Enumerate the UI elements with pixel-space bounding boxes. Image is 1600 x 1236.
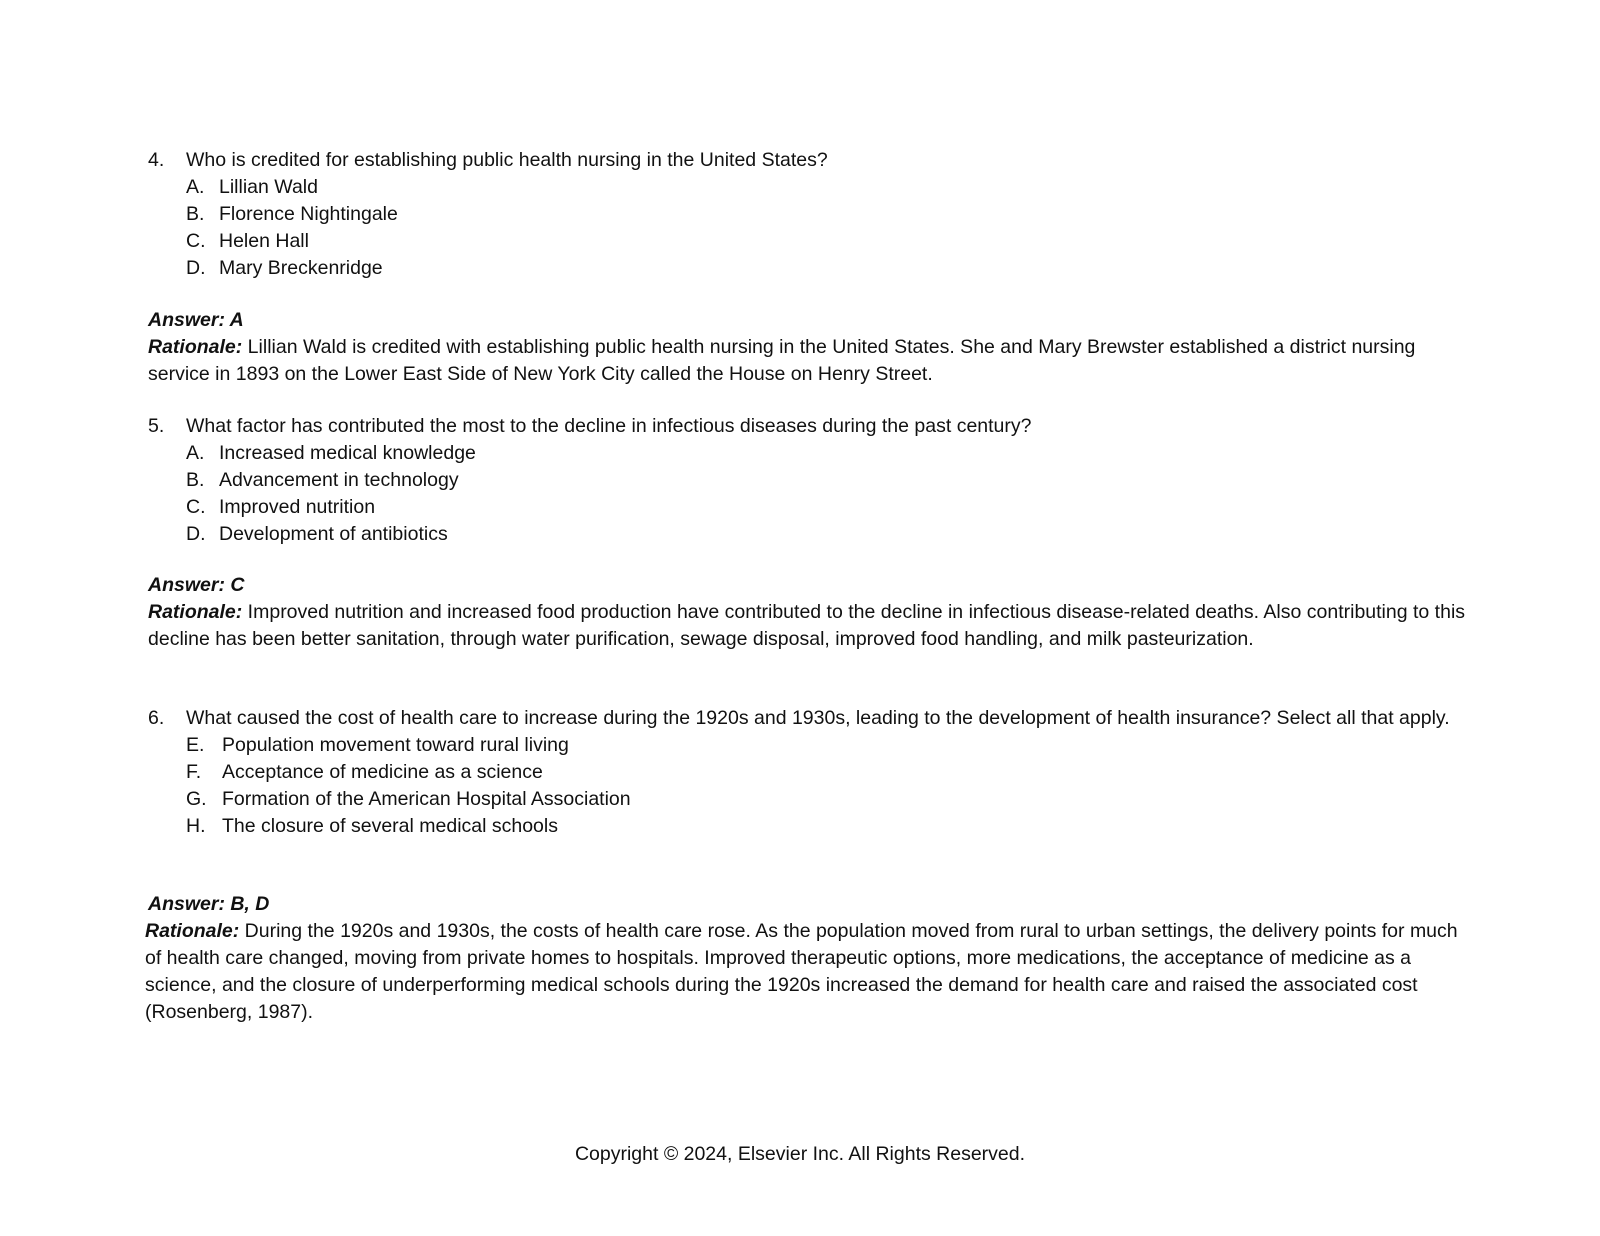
option-letter: E. xyxy=(186,734,205,756)
question-stem xyxy=(148,705,1458,732)
option-c xyxy=(186,494,1458,521)
option-text: Development of antibiotics xyxy=(219,523,448,545)
option-g xyxy=(186,786,1458,813)
rationale-text: Lillian Wald is credited with establishing public health nursing in the United States. She and Mary Brewster established a district nursing service in 1893 on the Lower East Side of New York City called the House on Henry Street. xyxy=(148,336,1416,385)
rationale-text: Improved nutrition and increased food production have contributed to the decline in infectious disease-related deaths. Also contributing to this decline has been better sanitation, through water purification, sewage disposal, improved food handling, and milk pasteurization. xyxy=(148,601,1466,650)
option-d xyxy=(186,521,1458,548)
option-text: The closure of several medical schools xyxy=(222,815,558,837)
option-letter: C. xyxy=(186,496,206,518)
option-c xyxy=(186,228,1458,255)
option-e xyxy=(186,732,1458,759)
answer-block-4 xyxy=(148,307,1468,388)
rationale-label: Rationale: xyxy=(145,920,240,942)
option-letter: B. xyxy=(186,469,205,491)
question-4 xyxy=(148,147,1458,282)
rationale xyxy=(145,918,1465,1026)
option-letter: B. xyxy=(186,203,205,225)
option-letter: F. xyxy=(186,761,202,783)
answer-block-6 xyxy=(145,891,1465,1026)
option-h xyxy=(186,813,1458,840)
option-letter: A. xyxy=(186,176,205,198)
option-text: Florence Nightingale xyxy=(219,203,398,225)
option-letter: H. xyxy=(186,815,206,837)
question-number: 5. xyxy=(148,415,165,437)
option-a xyxy=(186,440,1458,467)
rationale xyxy=(148,599,1468,653)
question-stem xyxy=(148,413,1458,440)
option-b xyxy=(186,467,1458,494)
rationale-label: Rationale: xyxy=(148,336,243,358)
option-b xyxy=(186,201,1458,228)
option-letter: C. xyxy=(186,230,206,252)
answer-block-5 xyxy=(148,572,1468,653)
rationale-text: During the 1920s and 1930s, the costs of health care rose. As the population moved from rural to urban settings, the delivery points for much of health care changed, moving from private homes to hospitals. Improved therapeutic options, more medications, the acceptance of medicine as a science, and the closure of underperforming medical schools during the 1920s increased the demand for health care and raised the associated cost (Rosenberg, 1987). xyxy=(145,920,1458,1023)
option-text: Increased medical knowledge xyxy=(219,442,476,464)
option-d xyxy=(186,255,1458,282)
rationale-label: Rationale: xyxy=(148,601,243,623)
answer-label: Answer: A xyxy=(148,309,244,331)
copyright-footer: Copyright © 2024, Elsevier Inc. All Rights Reserved. xyxy=(574,1143,1026,1165)
question-text: What factor has contributed the most to the decline in infectious diseases during the past century? xyxy=(186,415,1032,437)
answer-label: Answer: B, D xyxy=(148,893,270,915)
option-text: Population movement toward rural living xyxy=(222,734,569,756)
question-number: 4. xyxy=(148,149,165,171)
question-text: Who is credited for establishing public health nursing in the United States? xyxy=(186,149,828,171)
question-text: What caused the cost of health care to increase during the 1920s and 1930s, leading to the development of health insurance? Select all that apply. xyxy=(186,707,1450,729)
question-number: 6. xyxy=(148,707,165,729)
question-5 xyxy=(148,413,1458,548)
option-a xyxy=(186,174,1458,201)
option-letter: G. xyxy=(186,788,207,810)
option-text: Lillian Wald xyxy=(219,176,318,198)
option-text: Helen Hall xyxy=(219,230,309,252)
rationale xyxy=(148,334,1468,388)
option-letter: D. xyxy=(186,257,206,279)
question-6 xyxy=(148,705,1458,840)
option-text: Improved nutrition xyxy=(219,496,376,518)
answer-label: Answer: C xyxy=(148,574,245,596)
question-stem xyxy=(148,147,1458,174)
option-text: Advancement in technology xyxy=(219,469,459,491)
option-letter: A. xyxy=(186,442,205,464)
option-text: Acceptance of medicine as a science xyxy=(222,761,543,783)
option-text: Mary Breckenridge xyxy=(219,257,383,279)
option-text: Formation of the American Hospital Association xyxy=(222,788,631,810)
option-f xyxy=(186,759,1458,786)
option-letter: D. xyxy=(186,523,206,545)
